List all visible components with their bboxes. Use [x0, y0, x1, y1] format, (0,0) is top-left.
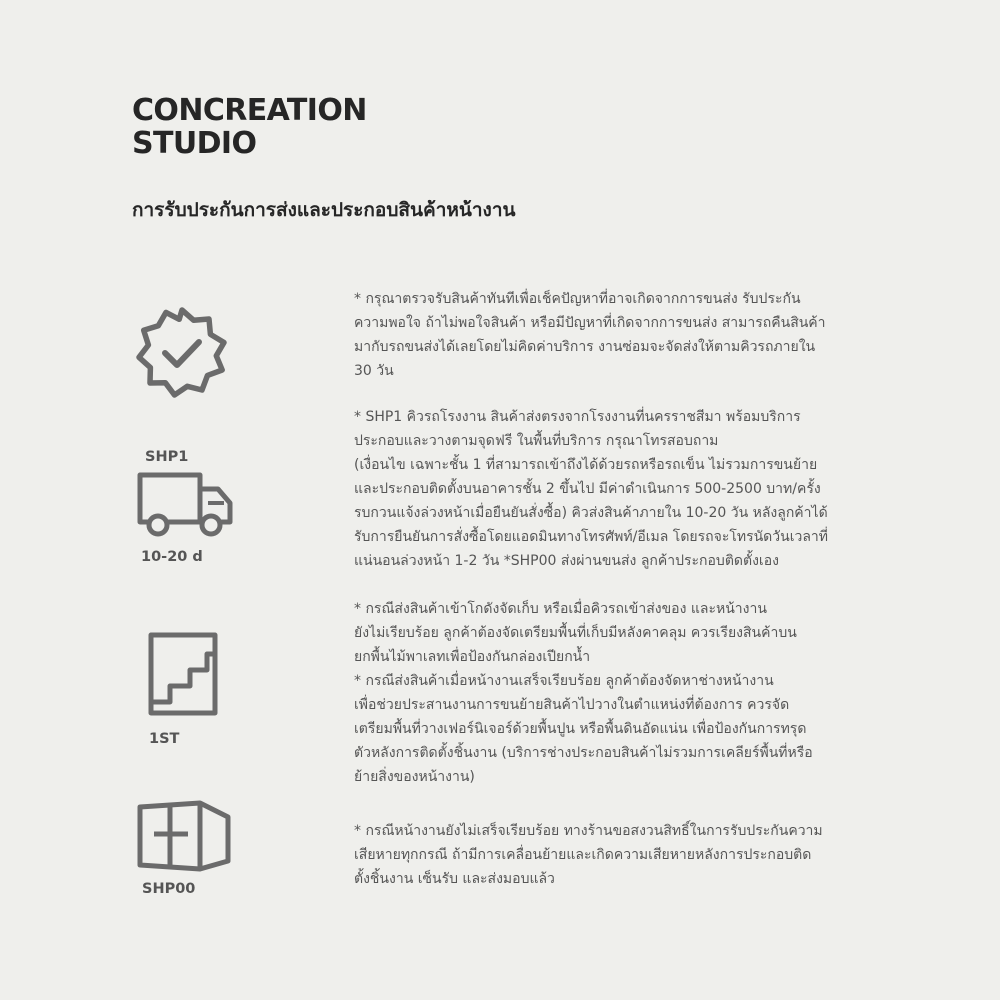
- paragraph-line: เพื่อช่วยประสานงานการขนย้ายสินค้าไปวางในตำแหน่งที่ต้องการ ควรจัด: [354, 697, 790, 713]
- shp1-delivery-days: 10-20 d: [141, 549, 203, 565]
- badge-check-icon: [136, 306, 228, 398]
- paragraph-line: * กรณีส่งสินค้าเมื่อหน้างานเสร็จเรียบร้อย ลูกค้าต้องจัดหาช่างหน้างาน: [354, 673, 774, 689]
- paragraph-warranty-exclusion: [354, 819, 914, 891]
- paragraph-line: ยังไม่เรียบร้อย ลูกค้าต้องจัดเตรียมพื้นที่เก็บมีหลังคาคลุม ควรเรียงสินค้าบน: [354, 625, 797, 641]
- paragraph-line: เตรียมพื้นที่วางเฟอร์นิเจอร์ด้วยพื้นปูน หรือพื้นดินอัดแน่น เพื่อป้องกันการทรุด: [354, 721, 807, 737]
- paragraph-line: และประกอบติดตั้งบนอาคารชั้น 2 ขึ้นไป มีค่าดำเนินการ 500-2500 บาท/ครั้ง: [354, 481, 821, 497]
- paragraph-line: * SHP1 คิวรถโรงงาน สินค้าส่งตรงจากโรงงานที่นครราชสีมา พร้อมบริการ: [354, 409, 801, 425]
- truck-icon: [136, 470, 236, 540]
- paragraph-shp1: [354, 405, 914, 573]
- paragraph-line: เสียหายทุกกรณี ถ้ามีการเคลื่อนย้ายและเกิดความเสียหายหลังการประกอบติด: [354, 847, 812, 863]
- shp00-label: SHP00: [142, 881, 196, 897]
- brand-line-1: CONCREATION: [132, 93, 367, 128]
- paragraph-line: ยกพื้นไม้พาเลทเพื่อป้องกันกล่องเปียกน้ำ: [354, 649, 591, 665]
- paragraph-inspection: [354, 287, 914, 383]
- page-title: การรับประกันการส่งและประกอบสินค้าหน้างาน: [132, 199, 516, 221]
- paragraph-line: * กรณีหน้างานยังไม่เสร็จเรียบร้อย ทางร้านขอสงวนสิทธิ์ในการรับประกันความ: [354, 823, 823, 839]
- stairs-icon: [148, 632, 218, 716]
- paragraph-line: * กรณีส่งสินค้าเข้าโกดังจัดเก็บ หรือเมื่อคิวรถเข้าส่งของ และหน้างาน: [354, 601, 767, 617]
- brand-logo: [132, 94, 367, 160]
- paragraph-line: * กรุณาตรวจรับสินค้าทันทีเพื่อเช็คปัญหาที่อาจเกิดจากการขนส่ง รับประกัน: [354, 291, 801, 307]
- paragraph-line: ตัวหลังการติดตั้งชิ้นงาน (บริการช่างประกอบสินค้าไม่รวมการเคลียร์พื้นที่หรือ: [354, 745, 813, 761]
- shp1-label: SHP1: [145, 449, 189, 465]
- paragraph-line: ประกอบและวางตามจุดฟรี ในพื้นที่บริการ กรุณาโทรสอบถาม: [354, 433, 719, 449]
- brand-line-2: STUDIO: [132, 126, 257, 161]
- paragraph-line: (เงื่อนไข เฉพาะชั้น 1 ที่สามารถเข้าถึงได้ด้วยรถหรือรถเข็น ไม่รวมการขนย้าย: [354, 457, 818, 473]
- first-floor-label: 1ST: [149, 731, 180, 747]
- paragraph-line: ย้ายสิ่งของหน้างาน): [354, 769, 475, 785]
- paragraph-line: มากับรถขนส่งได้เลยโดยไม่คิดค่าบริการ งานซ่อมจะจัดส่งให้ตามคิวรถภายใน: [354, 339, 816, 355]
- box-icon: [136, 800, 232, 872]
- paragraph-line: รับการยืนยันการสั่งซื้อโดยแอดมินทางโทรศัพท์/อีเมล โดยรถจะโทรนัดวันเวลาที่: [354, 529, 829, 545]
- paragraph-line: แน่นอนล่วงหน้า 1-2 วัน *SHP00 ส่งผ่านขนส่ง ลูกค้าประกอบติดตั้งเอง: [354, 553, 779, 569]
- paragraph-line: ความพอใจ ถ้าไม่พอใจสินค้า หรือมีปัญหาที่เกิดจากการขนส่ง สามารถคืนสินค้า: [354, 315, 826, 331]
- paragraph-line: 30 วัน: [354, 363, 394, 379]
- paragraph-line: รบกวนแจ้งล่วงหน้าเมื่อยืนยันสั่งซื้อ) คิวส่งสินค้าภายใน 10-20 วัน หลังลูกค้าได้: [354, 505, 828, 521]
- paragraph-line: ตั้งชิ้นงาน เซ็นรับ และส่งมอบแล้ว: [354, 871, 555, 887]
- paragraph-storage: [354, 597, 914, 789]
